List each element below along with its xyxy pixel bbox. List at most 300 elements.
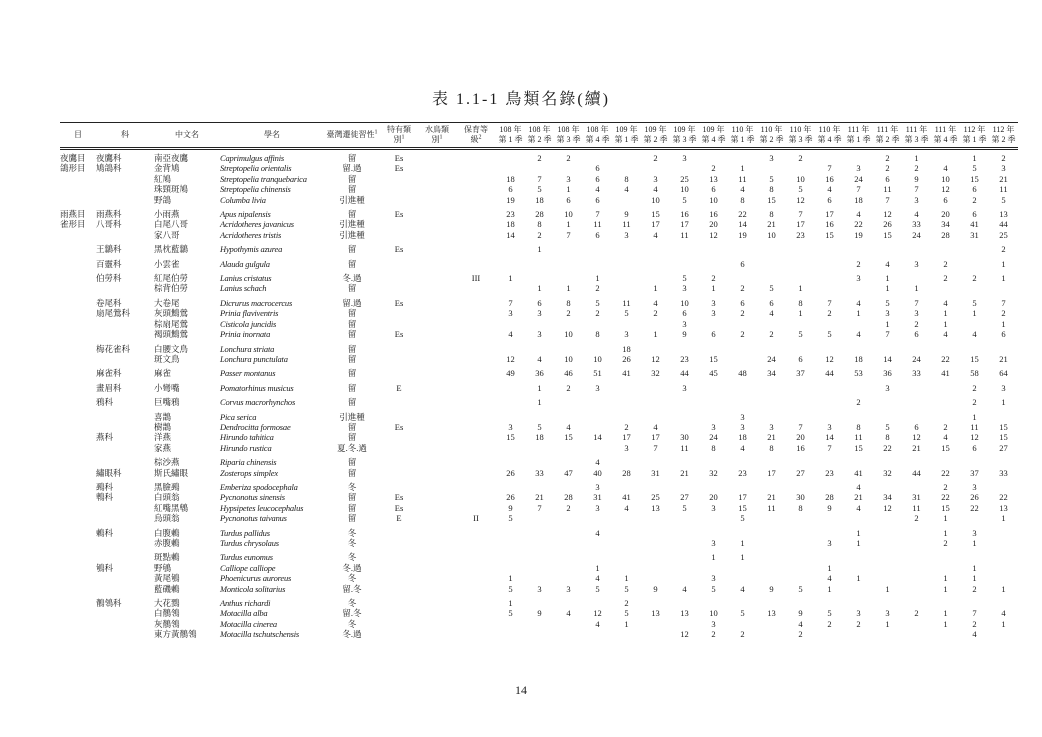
quarter-value-cell: 46 [564,368,573,379]
quarter-value-cell [699,319,728,329]
endemic-cell: Es [394,209,404,220]
conservation-cell [456,294,496,308]
conservation-cell [456,255,496,269]
order-cell [60,269,96,283]
scientific-name-cell: Anthus richardi [220,598,271,609]
quarter-value-cell: 4 [595,457,600,468]
quarter-value-cell [902,563,931,573]
quarter-value-cell [873,453,902,467]
migration-cell: 留 [347,244,357,255]
table-row [60,584,1018,594]
table-row [60,443,1018,453]
quarter-value-cell: 2 [711,273,716,284]
quarter-value-cell: 41 [970,219,979,230]
quarter-value-cell [989,478,1018,492]
endemic-cell [380,538,418,548]
scientific-name-cell: Apus nipalensis [220,209,271,220]
quarter-value-cell: 2 [972,618,977,629]
conservation-cell [456,573,496,583]
quarter-value-cell: 12 [593,608,602,619]
quarter-value-cell [670,478,699,492]
quarter-value-cell [641,379,670,393]
quarter-value-cell [931,149,960,164]
quarter-value-cell: 23 [796,229,805,240]
order-cell [60,329,96,339]
quarter-value-cell: 30 [796,492,805,503]
quarter-value-cell [496,538,525,548]
quarter-value-cell: 4 [914,209,919,220]
waterbird-cell [418,283,456,293]
quarter-value-cell: 7 [566,229,571,240]
quarter-value-cell [815,594,844,608]
quarter-value-cell: 3 [740,421,745,432]
quarter-value-cell: 5 [682,273,687,284]
quarter-value-cell: 7 [1001,297,1006,308]
waterbird-cell [418,308,456,318]
quarter-value-cell: 14 [883,353,892,364]
quarter-value-cell: 5 [537,421,542,432]
quarter-value-cell [931,629,960,639]
waterbird-cell [418,524,456,538]
quarter-value-cell [525,594,554,608]
quarter-value-cell: 2 [740,629,745,640]
chinese-name-cell: 棕扇尾鶯 [154,318,189,329]
quarter-value-cell: 2 [943,538,948,548]
table-row [60,149,1018,164]
quarter-value-cell: 21 [767,492,776,503]
scientific-name-cell: Turdus chrysolaus [220,538,279,548]
chinese-name-cell: 白腰文鳥 [154,343,189,354]
quarter-value-cell: 16 [680,209,689,220]
quarter-value-cell: 1 [1001,397,1006,408]
family-cell [96,608,154,618]
quarter-value-cell [757,619,786,629]
scientific-name-cell: Riparia chinensis [220,457,277,468]
conservation-cell [456,184,496,194]
order-cell [60,443,96,453]
quarter-value-cell: 44 [912,467,921,478]
waterbird-cell [418,408,456,422]
quarter-value-cell: 1 [856,308,861,319]
quarter-value-cell [844,594,873,608]
quarter-value-cell: 1 [885,618,890,629]
quarter-value-cell: 31 [970,229,979,240]
quarter-value-cell: 12 [680,629,689,640]
quarter-value-cell [641,594,670,608]
quarter-value-cell: 5 [798,329,803,340]
quarter-value-cell: 14 [825,432,834,443]
quarter-value-cell: 8 [711,442,716,453]
quarter-value-cell: 1 [1001,513,1006,524]
endemic-cell [380,563,418,573]
chinese-name-cell: 棕背伯勞 [154,283,189,294]
conservation-cell [456,319,496,329]
quarter-value-cell [931,393,960,407]
quarter-value-cell [960,240,989,254]
endemic-cell [380,195,418,205]
order-cell [60,255,96,269]
migration-footnote-mark: 1 [374,129,378,136]
quarter-value-cell: 27 [796,467,805,478]
quarter-value-cell: 3 [711,502,716,513]
quarter-value-cell [554,548,583,562]
family-cell [96,195,154,205]
quarter-value-cell: 2 [769,329,774,340]
quarter-value-cell: 3 [624,442,629,453]
quarter-value-cell [612,548,641,562]
header-row [60,123,1018,149]
quarter-value-cell: 3 [682,153,687,163]
quarter-value-cell [641,538,670,548]
migration-cell: 冬 [347,573,357,584]
quarter-value-cell: 22 [941,353,950,364]
quarter-value-cell: 9 [827,502,832,513]
quarter-value-cell: 17 [651,219,660,230]
endemic-cell [380,255,418,269]
col-header-migration [324,123,380,149]
quarter-value-cell: 19 [506,194,515,205]
quarter-value-cell: 1 [943,618,948,629]
quarter-value-cell [525,573,554,583]
quarter-value-cell: 11 [999,184,1008,195]
quarter-value-cell: 18 [506,173,515,184]
quarter-value-cell [583,319,612,329]
quarter-value-cell [786,563,815,573]
quarter-value-cell [757,594,786,608]
quarter-value-cell: 1 [1001,318,1006,329]
order-cell [60,584,96,594]
quarter-column-header: 111 年 第 2 季 [873,123,902,149]
quarter-value-cell: 22 [738,209,747,220]
quarter-value-cell [757,573,786,583]
quarter-value-cell: 51 [593,368,602,379]
quarter-value-cell: 3 [595,502,600,513]
quarter-value-cell: 41 [854,467,863,478]
quarter-value-cell [496,563,525,573]
order-cell [60,629,96,639]
quarter-value-cell [583,548,612,562]
quarter-value-cell: 5 [827,608,832,619]
migration-cell: 留 [347,467,357,478]
quarter-value-cell [496,619,525,629]
quarter-value-cell [844,149,873,164]
conservation-cell [456,563,496,573]
quarter-value-cell: 11 [912,502,921,513]
quarter-value-cell: 34 [941,219,950,230]
quarter-value-cell [496,255,525,269]
waterbird-cell [418,205,456,219]
chinese-name-cell: 野鴿 [154,194,172,205]
quarter-value-cell [554,255,583,269]
quarter-value-cell: 6 [595,229,600,240]
quarter-value-cell [583,340,612,354]
conservation-cell [456,354,496,364]
quarter-value-cell [583,422,612,432]
waterbird-cell [418,478,456,492]
quarter-value-cell: 9 [798,608,803,619]
quarter-value-cell: 10 [941,173,950,184]
quarter-value-cell [815,379,844,393]
order-cell [60,422,96,432]
quarter-value-cell [554,163,583,173]
table-row [60,629,1018,639]
quarter-value-cell: 2 [827,308,832,319]
conservation-cell [456,308,496,318]
quarter-value-cell: 4 [856,209,861,220]
order-cell [60,379,96,393]
quarter-value-cell: 3 [769,153,774,163]
scientific-name-cell: Prinia flaviventris [220,308,279,319]
quarter-value-cell: 7 [885,194,890,205]
quarter-column-header: 111 年 第 3 季 [902,123,931,149]
quarter-value-cell: 2 [885,153,890,163]
conservation-cell [456,422,496,432]
waterbird-cell [418,329,456,339]
quarter-value-cell: 15 [970,173,979,184]
migration-cell: 留 [347,502,357,513]
quarter-value-cell: 4 [1001,608,1006,619]
quarter-value-cell: 6 [1001,329,1006,340]
quarter-value-cell: 7 [972,608,977,619]
quarter-value-cell: 28 [622,467,631,478]
quarter-value-cell: 5 [740,513,745,524]
conservation-cell [456,219,496,229]
quarter-value-cell [554,524,583,538]
quarter-value-cell [641,255,670,269]
order-cell [60,294,96,308]
quarter-column-header: 108 年 第 2 季 [525,123,554,149]
quarter-value-cell: 4 [972,329,977,340]
migration-cell: 留 [347,209,357,220]
waterbird-cell [418,184,456,194]
table-row [60,468,1018,478]
scientific-name-cell: Corvus macrorhynchos [220,397,296,408]
quarter-value-cell: 22 [883,442,892,453]
quarter-value-cell [728,619,757,629]
order-cell [60,594,96,608]
family-cell: 伯勞科 [96,273,122,284]
quarter-value-cell: 3 [537,583,542,594]
quarter-value-cell: 2 [653,308,658,319]
quarter-value-cell [757,563,786,573]
quarter-value-cell: 6 [885,173,890,184]
scientific-name-cell: Pycnonotus taivanus [220,513,287,524]
quarter-value-cell: 3 [972,527,977,538]
waterbird-cell [418,594,456,608]
conservation-cell [456,548,496,562]
family-cell [96,319,154,329]
conservation-cell [456,149,496,164]
chinese-name-cell: 白腹鶇 [154,527,180,538]
scientific-name-cell: Streptopelia chinensis [220,184,291,195]
quarter-value-cell [757,393,786,407]
family-cell: 雨燕科 [96,209,122,220]
scientific-name-cell: Lonchura punctulata [220,353,288,364]
endemic-header-line1: 特有類 [387,125,411,134]
waterbird-cell [418,163,456,173]
quarter-value-cell [931,548,960,562]
quarter-value-cell: 24 [709,432,718,443]
quarter-value-cell: 3 [972,481,977,492]
family-cell: 鴝科 [96,562,114,573]
quarter-value-cell [815,319,844,329]
quarter-value-cell: 37 [970,467,979,478]
order-cell [60,524,96,538]
quarter-value-cell [583,443,612,453]
quarter-value-cell: 1 [1001,273,1006,284]
quarter-value-cell [583,513,612,523]
quarter-value-cell [699,379,728,393]
quarter-value-cell: 4 [740,184,745,195]
migration-cell: 留 [347,318,357,329]
quarter-value-cell: 26 [622,353,631,364]
quarter-value-cell: 7 [827,297,832,308]
quarter-value-cell: 24 [854,173,863,184]
quarter-value-cell: 4 [653,297,658,308]
quarter-value-cell: 3 [856,273,861,284]
quarter-value-cell [989,453,1018,467]
quarter-value-cell: 15 [825,229,834,240]
quarter-value-cell [699,408,728,422]
conservation-cell [456,443,496,453]
quarter-value-cell: 2 [1001,308,1006,319]
waterbird-cell [418,354,456,364]
quarter-value-cell: 9 [769,583,774,594]
chinese-name-cell: 白尾八哥 [154,219,189,230]
scientific-name-cell: Cisticola juncidis [220,318,277,329]
quarter-value-cell: 36 [535,368,544,379]
quarter-value-cell: 2 [885,163,890,174]
quarter-value-cell: 45 [709,368,718,379]
migration-cell: 冬 [347,618,357,629]
quarter-column-header: 108 年 第 1 季 [496,123,525,149]
endemic-cell: Es [394,153,404,163]
quarter-value-cell: 1 [711,552,716,563]
table-row [60,195,1018,205]
quarter-value-cell: 23 [680,353,689,364]
scientific-name-cell: Emberiza spodocephala [220,481,298,492]
migration-cell: 留 [347,513,357,524]
quarter-value-cell [902,629,931,639]
order-cell: 雀形目 [60,219,86,230]
quarter-value-cell [641,163,670,173]
endemic-cell [380,340,418,354]
quarter-value-cell: 28 [535,209,544,220]
quarter-value-cell [902,594,931,608]
quarter-value-cell: 12 [506,353,515,364]
quarter-value-cell [844,629,873,639]
migration-cell: 留 [347,258,357,269]
family-cell [96,538,154,548]
quarter-value-cell [612,269,641,283]
order-cell [60,538,96,548]
quarter-value-cell: 3 [537,329,542,340]
quarter-value-cell [844,340,873,354]
quarter-value-cell: 5 [537,184,542,195]
quarter-value-cell [641,619,670,629]
quarter-value-cell: 6 [537,297,542,308]
scientific-name-cell: Lanius schach [220,283,267,294]
quarter-value-cell: 2 [566,153,571,163]
endemic-cell [380,174,418,184]
quarter-value-cell [496,629,525,639]
quarter-value-cell [525,538,554,548]
quarter-value-cell: 12 [970,432,979,443]
quarter-value-cell [525,255,554,269]
chinese-name-cell: 褐頭鷦鶯 [154,329,189,340]
endemic-cell: Es [394,492,404,503]
quarter-value-cell: 4 [508,329,513,340]
quarter-value-cell: 19 [854,229,863,240]
scientific-name-cell: Hypsipetes leucocephalus [220,502,304,513]
quarter-value-cell: 3 [1001,163,1006,174]
quarter-value-cell [960,594,989,608]
table-row [60,563,1018,573]
quarter-value-cell [612,379,641,393]
quarter-value-cell: 3 [914,194,919,205]
waterbird-footnote-mark: 1 [439,134,443,141]
quarter-value-cell [786,478,815,492]
quarter-value-cell [699,393,728,407]
quarter-value-cell [931,453,960,467]
col-header-order: 目 [60,123,96,149]
quarter-value-cell: 3 [827,421,832,432]
endemic-footnote-mark: 1 [401,134,405,141]
migration-cell: 留 [347,492,357,503]
quarter-value-cell [612,629,641,639]
quarter-value-cell [496,408,525,422]
quarter-value-cell [525,629,554,639]
quarter-value-cell: 8 [798,297,803,308]
quarter-value-cell [670,513,699,523]
quarter-value-cell [815,240,844,254]
scientific-name-cell: Alauda gulgula [220,258,270,269]
quarter-value-cell [902,269,931,283]
table-row [60,422,1018,432]
quarter-value-cell [641,408,670,422]
quarter-value-cell [554,340,583,354]
quarter-value-cell [815,393,844,407]
quarter-value-cell [496,393,525,407]
quarter-value-cell: 25 [999,229,1008,240]
col-header-chinese-name: 中文名 [154,123,220,149]
quarter-value-cell [873,538,902,548]
quarter-value-cell: 17 [767,467,776,478]
quarter-value-cell: 3 [885,382,890,393]
order-cell [60,478,96,492]
quarter-value-cell [699,149,728,164]
table-row [60,513,1018,523]
migration-cell: 留 [347,308,357,319]
quarter-value-cell: 1 [972,153,977,163]
quarter-value-cell: 2 [827,618,832,629]
chinese-name-cell: 東方黃鶺鴒 [154,629,197,640]
quarter-value-cell: 18 [535,432,544,443]
quarter-value-cell: 11 [622,219,631,230]
quarter-value-cell [757,629,786,639]
quarter-value-cell: 3 [653,173,658,184]
quarter-value-cell: 13 [999,502,1008,513]
quarter-value-cell: 4 [537,353,542,364]
quarter-value-cell [641,524,670,538]
chinese-name-cell: 黃尾鴝 [154,573,180,584]
quarter-value-cell [786,408,815,422]
quarter-value-cell [786,513,815,523]
migration-cell: 留 [347,329,357,340]
quarter-value-cell: 4 [856,329,861,340]
quarter-value-cell [641,453,670,467]
waterbird-cell [418,629,456,639]
